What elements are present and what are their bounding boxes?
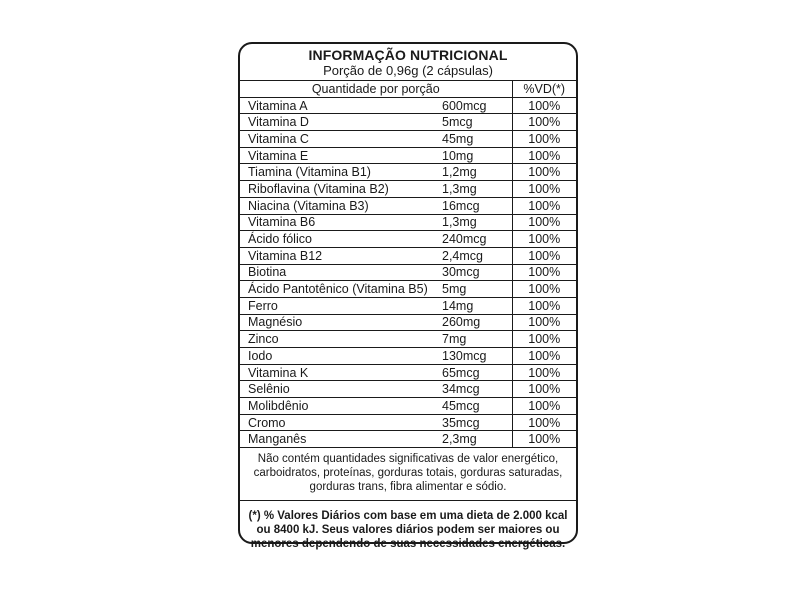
nutrient-vd: 100% — [512, 398, 576, 415]
nutrient-name: Riboflavina (Vitamina B2) — [240, 181, 436, 198]
table-row — [240, 231, 576, 248]
nutrient-amount: 16mcg — [436, 197, 512, 214]
nutrient-vd: 100% — [512, 348, 576, 365]
quantity-column-header: Quantidade por porção — [240, 81, 512, 97]
table-header-row — [240, 81, 576, 97]
nutrient-amount: 5mcg — [436, 114, 512, 131]
nutrient-vd: 100% — [512, 214, 576, 231]
table-row — [240, 297, 576, 314]
table-row — [240, 414, 576, 431]
nutrient-vd: 100% — [512, 331, 576, 348]
nutrient-vd: 100% — [512, 364, 576, 381]
table-row — [240, 131, 576, 148]
nutrient-vd: 100% — [512, 231, 576, 248]
nutrient-name: Cromo — [240, 414, 436, 431]
nutrient-name: Vitamina C — [240, 131, 436, 148]
label-title: INFORMAÇÃO NUTRICIONAL — [308, 47, 508, 63]
nutrient-name: Vitamina B6 — [240, 214, 436, 231]
vd-column-header: %VD(*) — [512, 81, 576, 97]
table-row — [240, 348, 576, 365]
nutrient-name: Molibdênio — [240, 398, 436, 415]
nutrient-amount: 34mcg — [436, 381, 512, 398]
nutrient-amount: 240mcg — [436, 231, 512, 248]
nutrient-name: Niacina (Vitamina B3) — [240, 197, 436, 214]
nutrient-vd: 100% — [512, 131, 576, 148]
nutrient-amount: 1,2mg — [436, 164, 512, 181]
nutrient-vd: 100% — [512, 97, 576, 114]
table-row — [240, 398, 576, 415]
nutrient-vd: 100% — [512, 414, 576, 431]
nutrient-vd: 100% — [512, 264, 576, 281]
nutrient-vd: 100% — [512, 431, 576, 448]
nutrient-vd: 100% — [512, 197, 576, 214]
insignificant-amounts-note: Não contém quantidades significativas de valor energético, carboidratos, proteínas, gorduras totais, gorduras saturadas, gorduras trans, fibra alimentar e sódio. — [240, 448, 576, 501]
table-row — [240, 247, 576, 264]
nutrient-vd: 100% — [512, 381, 576, 398]
nutrient-table — [240, 81, 576, 448]
nutrient-vd: 100% — [512, 314, 576, 331]
nutrient-name: Vitamina B12 — [240, 247, 436, 264]
table-row — [240, 164, 576, 181]
nutrient-name: Magnésio — [240, 314, 436, 331]
daily-values-footnote: (*) % Valores Diários com base em uma dieta de 2.000 kcal ou 8400 kJ. Seus valores diários podem ser maiores ou menores dependendo de suas necessidades energéticas. — [248, 510, 568, 551]
nutrient-amount: 130mcg — [436, 348, 512, 365]
nutrient-amount: 10mg — [436, 147, 512, 164]
table-row — [240, 364, 576, 381]
nutrient-amount: 14mg — [436, 297, 512, 314]
nutrient-amount: 1,3mg — [436, 214, 512, 231]
table-row — [240, 381, 576, 398]
table-row — [240, 147, 576, 164]
table-row — [240, 431, 576, 448]
nutrient-name: Biotina — [240, 264, 436, 281]
table-row — [240, 114, 576, 131]
table-row — [240, 197, 576, 214]
nutrient-name: Tiamina (Vitamina B1) — [240, 164, 436, 181]
table-row — [240, 181, 576, 198]
nutrient-amount: 260mg — [436, 314, 512, 331]
nutrient-amount: 30mcg — [436, 264, 512, 281]
nutrient-amount: 2,4mcg — [436, 247, 512, 264]
nutrient-name: Vitamina K — [240, 364, 436, 381]
nutrient-name: Vitamina A — [240, 97, 436, 114]
nutrient-vd: 100% — [512, 147, 576, 164]
nutrient-vd: 100% — [512, 297, 576, 314]
nutrient-amount: 5mg — [436, 281, 512, 298]
nutrient-vd: 100% — [512, 281, 576, 298]
nutrient-amount: 65mcg — [436, 364, 512, 381]
nutrient-name: Ferro — [240, 297, 436, 314]
nutrient-amount: 35mcg — [436, 414, 512, 431]
table-row — [240, 264, 576, 281]
nutrient-amount: 7mg — [436, 331, 512, 348]
nutrient-amount: 1,3mg — [436, 181, 512, 198]
nutrient-vd: 100% — [512, 247, 576, 264]
label-header — [240, 44, 576, 81]
nutrient-amount: 2,3mg — [436, 431, 512, 448]
nutrient-amount: 600mcg — [436, 97, 512, 114]
nutrient-amount: 45mg — [436, 131, 512, 148]
nutrient-name: Ácido Pantotênico (Vitamina B5) — [240, 281, 436, 298]
nutrition-facts-label — [238, 42, 578, 551]
nutrient-name: Ácido fólico — [240, 231, 436, 248]
nutrient-name: Iodo — [240, 348, 436, 365]
nutrient-name: Zinco — [240, 331, 436, 348]
table-row — [240, 281, 576, 298]
nutrient-name: Selênio — [240, 381, 436, 398]
table-row — [240, 331, 576, 348]
nutrient-vd: 100% — [512, 164, 576, 181]
nutrient-vd: 100% — [512, 181, 576, 198]
nutrient-rows — [240, 97, 576, 447]
portion-size: Porção de 0,96g (2 cápsulas) — [323, 63, 493, 78]
nutrient-name: Manganês — [240, 431, 436, 448]
table-row — [240, 214, 576, 231]
nutrient-name: Vitamina E — [240, 147, 436, 164]
nutrient-name: Vitamina D — [240, 114, 436, 131]
nutrient-amount: 45mcg — [436, 398, 512, 415]
table-row — [240, 97, 576, 114]
table-row — [240, 314, 576, 331]
nutrient-vd: 100% — [512, 114, 576, 131]
